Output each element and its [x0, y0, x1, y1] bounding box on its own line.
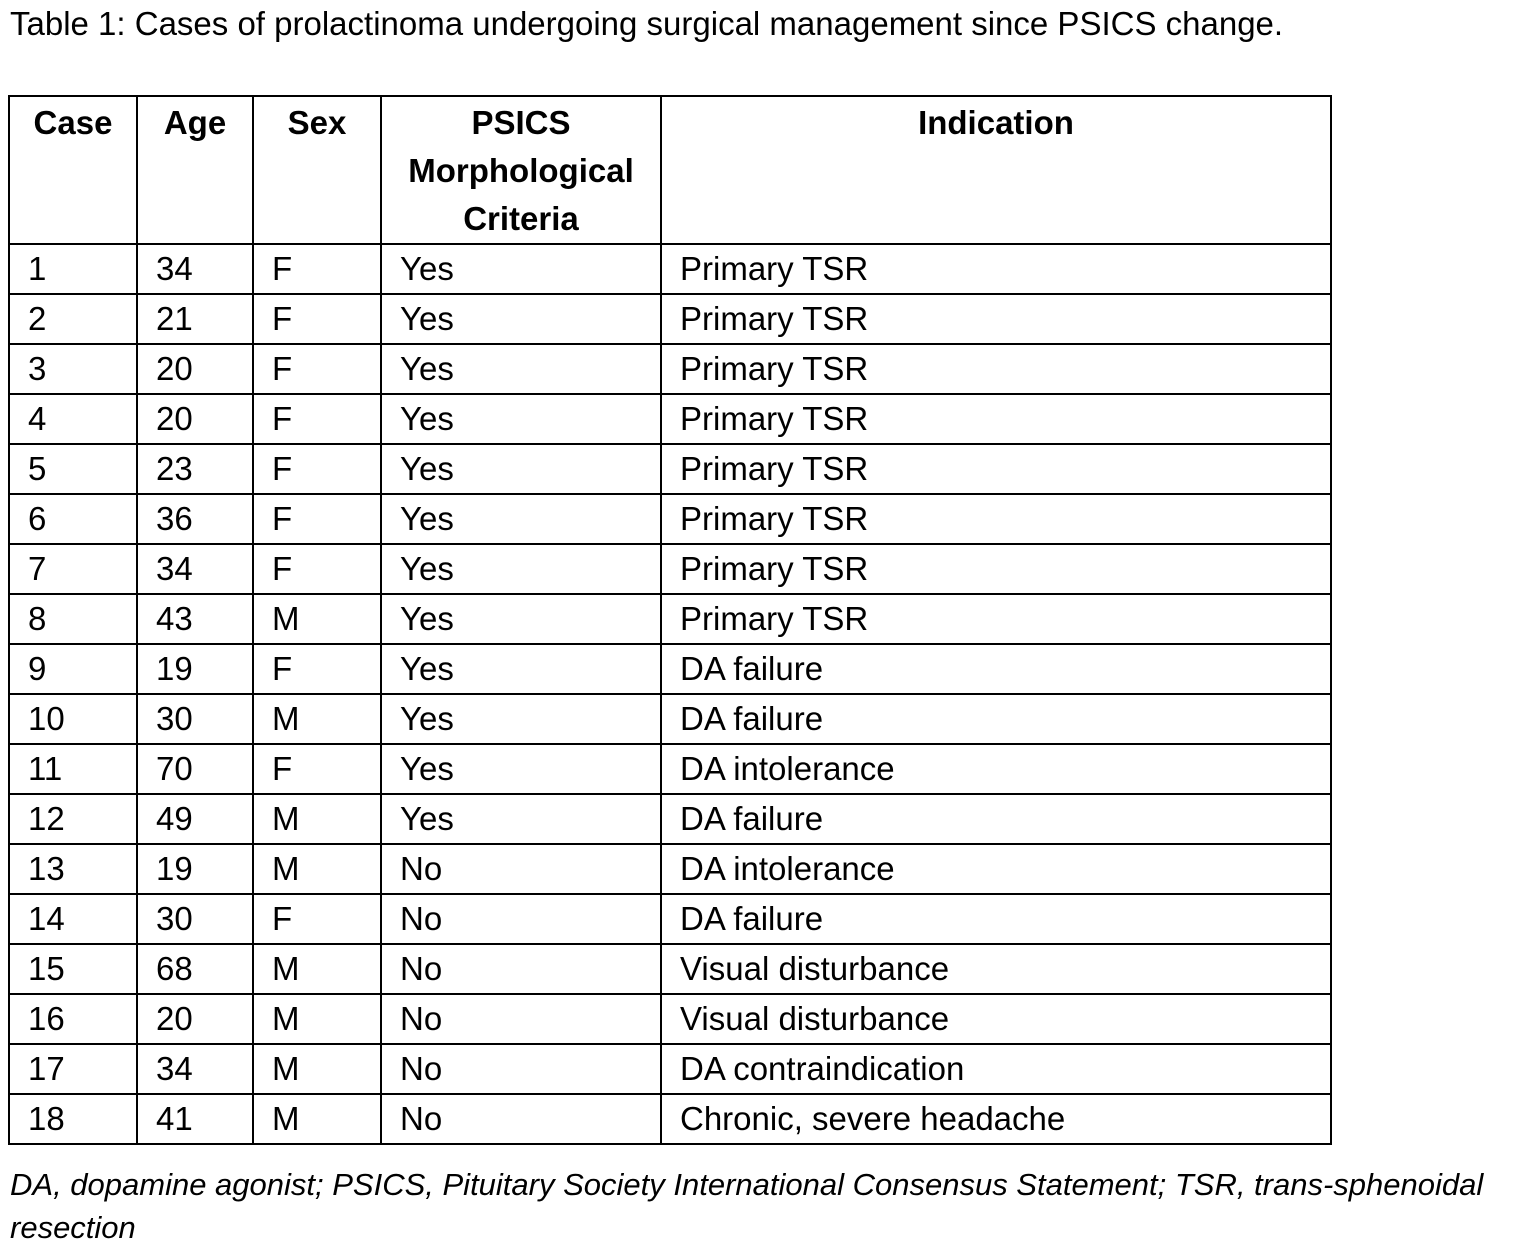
cell-age: 34	[137, 1044, 253, 1094]
cell-sex: F	[253, 344, 381, 394]
cell-indication: Visual disturbance	[661, 944, 1331, 994]
header-row	[9, 96, 1331, 244]
table-header	[9, 96, 1331, 244]
header-psics-line2: Morphological	[408, 152, 634, 189]
cell-sex: F	[253, 244, 381, 294]
cell-indication: Primary TSR	[661, 494, 1331, 544]
header-indication: Indication	[661, 96, 1331, 244]
cell-age: 23	[137, 444, 253, 494]
cell-case: 13	[9, 844, 137, 894]
cell-indication: DA failure	[661, 644, 1331, 694]
header-psics-line3: Criteria	[463, 200, 579, 237]
table-row	[9, 244, 1331, 294]
cell-indication: DA failure	[661, 894, 1331, 944]
cell-case: 2	[9, 294, 137, 344]
table-row	[9, 644, 1331, 694]
cell-psics-criteria: Yes	[381, 694, 661, 744]
cell-indication: DA contraindication	[661, 1044, 1331, 1094]
cell-psics-criteria: Yes	[381, 344, 661, 394]
cell-sex: F	[253, 394, 381, 444]
table-row	[9, 394, 1331, 444]
table-row	[9, 1094, 1331, 1144]
cell-sex: M	[253, 694, 381, 744]
cases-table	[8, 95, 1332, 1145]
cell-case: 10	[9, 694, 137, 744]
cell-case: 1	[9, 244, 137, 294]
cell-age: 19	[137, 844, 253, 894]
cell-psics-criteria: No	[381, 944, 661, 994]
table-row	[9, 994, 1331, 1044]
cell-sex: M	[253, 1044, 381, 1094]
cell-sex: F	[253, 544, 381, 594]
cell-age: 41	[137, 1094, 253, 1144]
table-caption: Table 1: Cases of prolactinoma undergoing surgical management since PSICS change.	[10, 5, 1284, 42]
cell-sex: F	[253, 294, 381, 344]
cell-age: 34	[137, 244, 253, 294]
cell-age: 49	[137, 794, 253, 844]
cell-age: 21	[137, 294, 253, 344]
cell-case: 6	[9, 494, 137, 544]
header-psics-criteria	[381, 96, 661, 244]
cell-indication: DA intolerance	[661, 744, 1331, 794]
cell-psics-criteria: Yes	[381, 644, 661, 694]
cell-indication: Primary TSR	[661, 594, 1331, 644]
cell-psics-criteria: No	[381, 844, 661, 894]
cell-indication: Primary TSR	[661, 344, 1331, 394]
table-row	[9, 1044, 1331, 1094]
header-sex: Sex	[253, 96, 381, 244]
cell-sex: M	[253, 844, 381, 894]
table-row	[9, 344, 1331, 394]
cell-sex: F	[253, 744, 381, 794]
cell-age: 36	[137, 494, 253, 544]
cell-psics-criteria: Yes	[381, 394, 661, 444]
cell-age: 43	[137, 594, 253, 644]
table-row	[9, 444, 1331, 494]
cell-sex: F	[253, 894, 381, 944]
cell-case: 18	[9, 1094, 137, 1144]
cell-age: 34	[137, 544, 253, 594]
cell-psics-criteria: Yes	[381, 444, 661, 494]
cell-indication: Primary TSR	[661, 294, 1331, 344]
cell-case: 12	[9, 794, 137, 844]
cell-age: 68	[137, 944, 253, 994]
cell-indication: Primary TSR	[661, 544, 1331, 594]
cell-sex: M	[253, 794, 381, 844]
header-psics-line1: PSICS	[471, 104, 571, 141]
cell-sex: M	[253, 944, 381, 994]
cell-psics-criteria: Yes	[381, 494, 661, 544]
cell-psics-criteria: Yes	[381, 244, 661, 294]
cell-age: 20	[137, 994, 253, 1044]
cell-age: 20	[137, 394, 253, 444]
cell-psics-criteria: Yes	[381, 794, 661, 844]
cell-sex: F	[253, 494, 381, 544]
table-row	[9, 694, 1331, 744]
cell-case: 15	[9, 944, 137, 994]
cell-psics-criteria: No	[381, 1094, 661, 1144]
table-row	[9, 294, 1331, 344]
cell-case: 11	[9, 744, 137, 794]
cell-indication: Primary TSR	[661, 244, 1331, 294]
cell-indication: Chronic, severe headache	[661, 1094, 1331, 1144]
cell-indication: DA failure	[661, 794, 1331, 844]
cell-psics-criteria: Yes	[381, 294, 661, 344]
table-row	[9, 894, 1331, 944]
cell-case: 4	[9, 394, 137, 444]
header-age: Age	[137, 96, 253, 244]
cell-psics-criteria: No	[381, 1044, 661, 1094]
table-row	[9, 844, 1331, 894]
cell-psics-criteria: Yes	[381, 594, 661, 644]
table-row	[9, 794, 1331, 844]
cell-case: 16	[9, 994, 137, 1044]
cell-psics-criteria: No	[381, 994, 661, 1044]
cell-sex: F	[253, 444, 381, 494]
cell-age: 20	[137, 344, 253, 394]
cell-case: 9	[9, 644, 137, 694]
cell-indication: DA intolerance	[661, 844, 1331, 894]
cell-age: 30	[137, 694, 253, 744]
cell-sex: M	[253, 1094, 381, 1144]
table-footnote: DA, dopamine agonist; PSICS, Pituitary Society International Consensus Statement; TSR, trans-sphenoidal resection	[10, 1167, 1484, 1245]
header-case: Case	[9, 96, 137, 244]
cell-age: 30	[137, 894, 253, 944]
table-row	[9, 744, 1331, 794]
cell-case: 5	[9, 444, 137, 494]
table-row	[9, 944, 1331, 994]
cell-psics-criteria: No	[381, 894, 661, 944]
cell-indication: Primary TSR	[661, 444, 1331, 494]
cell-psics-criteria: Yes	[381, 544, 661, 594]
cell-case: 7	[9, 544, 137, 594]
cell-indication: Visual disturbance	[661, 994, 1331, 1044]
table-row	[9, 594, 1331, 644]
cell-sex: M	[253, 994, 381, 1044]
cell-sex: M	[253, 594, 381, 644]
table-body	[9, 244, 1331, 1144]
cell-age: 70	[137, 744, 253, 794]
cell-indication: Primary TSR	[661, 394, 1331, 444]
table-row	[9, 494, 1331, 544]
cell-case: 3	[9, 344, 137, 394]
cell-indication: DA failure	[661, 694, 1331, 744]
cell-psics-criteria: Yes	[381, 744, 661, 794]
cell-age: 19	[137, 644, 253, 694]
cell-case: 14	[9, 894, 137, 944]
cell-case: 8	[9, 594, 137, 644]
table-row	[9, 544, 1331, 594]
cell-sex: F	[253, 644, 381, 694]
cell-case: 17	[9, 1044, 137, 1094]
